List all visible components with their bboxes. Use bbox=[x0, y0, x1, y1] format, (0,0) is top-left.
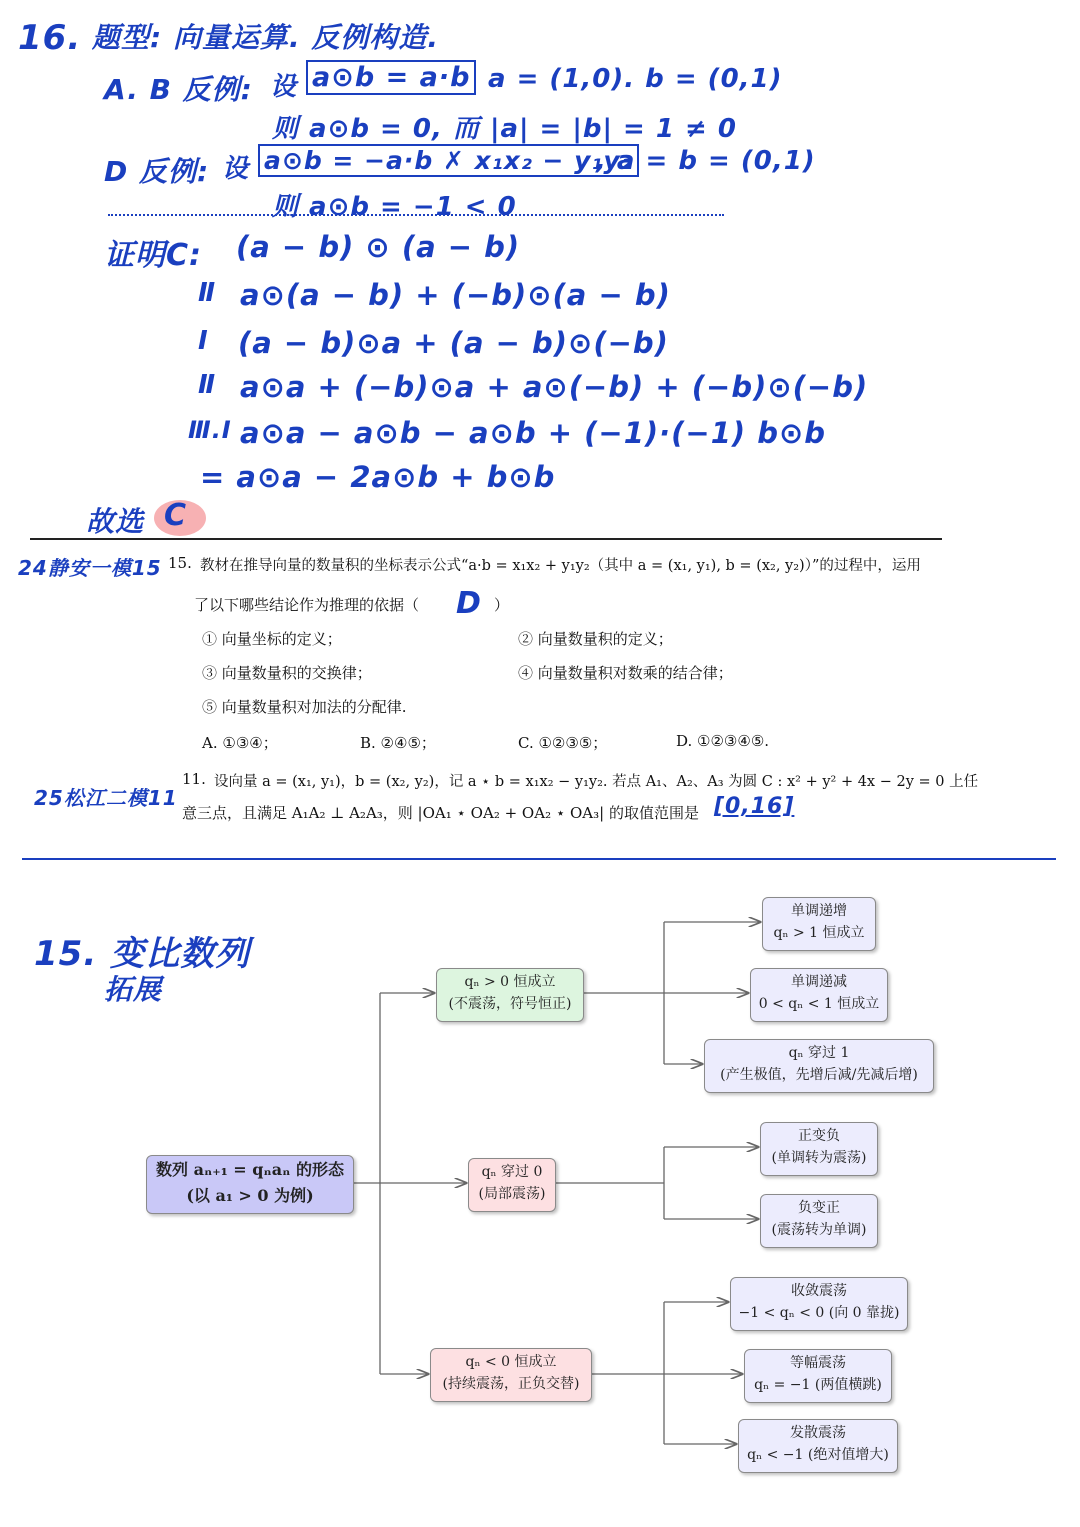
flow-converge-node bbox=[730, 1277, 908, 1331]
flow-increasing-line2: qₙ > 1 恒成立 bbox=[773, 925, 865, 941]
flow-pos-to-neg-node bbox=[760, 1122, 878, 1176]
flow-increasing-line1: 单调递增 bbox=[791, 903, 847, 919]
section15-label: 15. 变比数列 bbox=[34, 934, 251, 974]
q11-text-1: 设向量 a = (x₁, y₁)，b = (x₂, y₂)，记 a ⋆ b = x₁x₂ − y₁y₂. 若点 A₁、A₂、A₃ 为圆 C : x² + y² + 4x − 2y = 0 上任 bbox=[214, 774, 979, 790]
flow-negative-line2: (持续震荡，正负交替) bbox=[442, 1376, 580, 1392]
q15-option-4: ④ 向量数量积对数乘的结合律； bbox=[518, 664, 733, 682]
q15-choice-d: D. ①②③④⑤. bbox=[676, 732, 770, 750]
flow-pos-to-neg-line1: 正变负 bbox=[798, 1128, 840, 1144]
q11-text-2: 意三点，且满足 A₁A₂ ⊥ A₂A₃，则 |OA₁ ⋆ OA₂ + OA₂ ⋆ OA₃| 的取值范围是 bbox=[182, 804, 699, 822]
flow-neg-to-pos-node bbox=[760, 1194, 878, 1248]
flow-root-subtitle: (以 a₁ > 0 为例) bbox=[186, 1186, 314, 1205]
flow-cross-one-line2: (产生极值，先增后减/先减后增) bbox=[720, 1067, 918, 1083]
choose-answer: C bbox=[164, 498, 188, 533]
proof-tag-2: Ⅱ bbox=[198, 278, 217, 308]
ab-set: 设 bbox=[270, 72, 298, 102]
flow-decreasing-node bbox=[750, 968, 888, 1022]
flow-pos-to-neg-line2: (单调转为震荡) bbox=[771, 1150, 867, 1166]
d-vectors: , a = b = (0,1) bbox=[596, 146, 816, 176]
proof-line-4: a⊙a + (−b)⊙a + a⊙(−b) + (−b)⊙(−b) bbox=[240, 370, 869, 404]
flow-positive-line2: (不震荡，符号恒正) bbox=[448, 996, 572, 1012]
ab-vectors: a = (1,0). b = (0,1) bbox=[488, 64, 783, 94]
q15-answer: D bbox=[456, 586, 482, 621]
proof-line-1: (a − b) ⊙ (a − b) bbox=[236, 230, 521, 264]
q11-source-tag: 25松江二模11 bbox=[34, 786, 178, 810]
flow-diverge-line2: qₙ < −1 (绝对值增大) bbox=[747, 1447, 889, 1463]
proof-tag-3: Ⅰ bbox=[198, 326, 209, 356]
flow-neg-to-pos-line1: 负变正 bbox=[798, 1200, 840, 1216]
flow-diverge-node bbox=[738, 1419, 898, 1473]
q11-number: 11. bbox=[182, 770, 206, 788]
choose-text: 故选 bbox=[86, 505, 145, 538]
proof-tag-5: Ⅲ.Ⅰ bbox=[188, 416, 232, 444]
q15-choice-c: C. ①②③⑤； bbox=[518, 734, 608, 752]
flow-positive-line1: qₙ > 0 恒成立 bbox=[464, 974, 556, 990]
ab-boxed-definition: a⊙b = a·b bbox=[306, 60, 476, 95]
flow-equal-node bbox=[744, 1349, 892, 1403]
flow-cross-zero-node bbox=[468, 1158, 556, 1212]
q15-text-2-end: ） bbox=[494, 596, 510, 614]
flow-negative-node bbox=[430, 1348, 592, 1402]
flow-negative-line1: qₙ < 0 恒成立 bbox=[465, 1354, 557, 1370]
ab-counterexample-label: A. B 反例: bbox=[104, 73, 253, 106]
q15-option-2: ② 向量数量积的定义； bbox=[518, 630, 673, 648]
problem-number-16: 16. bbox=[18, 18, 82, 58]
flow-decreasing-line1: 单调递减 bbox=[791, 974, 847, 990]
heading-16: 题型: 向量运算. 反例构造. bbox=[92, 21, 439, 54]
flow-increasing-node bbox=[762, 897, 876, 951]
q15-text-2: 了以下哪些结论作为推理的依据（ bbox=[194, 596, 420, 614]
proof-line-3: (a − b)⊙a + (a − b)⊙(−b) bbox=[238, 326, 669, 360]
flow-diverge-line1: 发散震荡 bbox=[790, 1425, 846, 1441]
d-set: 设 bbox=[222, 154, 250, 184]
q15-choice-a: A. ①③④； bbox=[202, 734, 278, 752]
flow-converge-line1: 收敛震荡 bbox=[791, 1283, 847, 1299]
q15-source-tag: 24静安一模15 bbox=[18, 556, 162, 580]
flow-cross-one-node bbox=[704, 1039, 934, 1093]
flow-decreasing-line2: 0 < qₙ < 1 恒成立 bbox=[758, 996, 880, 1012]
d-conclusion: 则 a⊙b = −1 < 0 bbox=[272, 192, 517, 222]
q15-number: 15. bbox=[168, 554, 192, 572]
ab-conclusion: 则 a⊙b = 0, 而 |a| = |b| = 1 ≠ 0 bbox=[272, 114, 737, 144]
flow-converge-line2: −1 < qₙ < 0 (向 0 靠拢) bbox=[738, 1305, 900, 1321]
q15-choice-b: B. ②④⑤； bbox=[360, 734, 436, 752]
q11-answer: [0,16] bbox=[714, 794, 795, 819]
proof-line-5: a⊙a − a⊙b − a⊙b + (−1)·(−1) b⊙b bbox=[240, 416, 827, 450]
proof-tag-4: Ⅱ bbox=[198, 370, 217, 400]
q15-text-1: 教材在推导向量的数量积的坐标表示公式“a·b = x₁x₂ + y₁y₂（其中 a = (x₁, y₁), b = (x₂, y₂)）”的过程中，运用 bbox=[200, 558, 921, 574]
proof-line-6: = a⊙a − 2a⊙b + b⊙b bbox=[200, 460, 556, 494]
q15-option-5: ⑤ 向量数量积对加法的分配律. bbox=[202, 698, 407, 716]
flow-cross-zero-line2: (局部震荡) bbox=[478, 1186, 546, 1202]
q15-option-3: ③ 向量数量积的交换律； bbox=[202, 664, 372, 682]
flow-root-title: 数列 aₙ₊₁ = qₙaₙ 的形态 bbox=[156, 1160, 344, 1179]
flow-neg-to-pos-line2: (震荡转为单调) bbox=[771, 1222, 867, 1238]
flow-equal-line2: qₙ = −1 (两值横跳) bbox=[754, 1377, 882, 1393]
proof-line-2: a⊙(a − b) + (−b)⊙(a − b) bbox=[240, 278, 671, 312]
d-counterexample-label: D 反例: bbox=[104, 155, 210, 188]
flow-cross-zero-line1: qₙ 穿过 0 bbox=[481, 1164, 543, 1180]
flow-positive-node bbox=[436, 968, 584, 1022]
flow-equal-line1: 等幅震荡 bbox=[790, 1355, 846, 1371]
proof-label: 证明C: bbox=[104, 238, 203, 273]
q15-option-1: ① 向量坐标的定义； bbox=[202, 630, 342, 648]
flow-root-node bbox=[146, 1155, 354, 1214]
flow-cross-one-line1: qₙ 穿过 1 bbox=[788, 1045, 850, 1061]
section15-sublabel: 拓展 bbox=[104, 973, 163, 1006]
d-boxed-definition: a⊙b = −a·b ✗ x₁x₂ − y₁y₂ bbox=[258, 144, 639, 177]
